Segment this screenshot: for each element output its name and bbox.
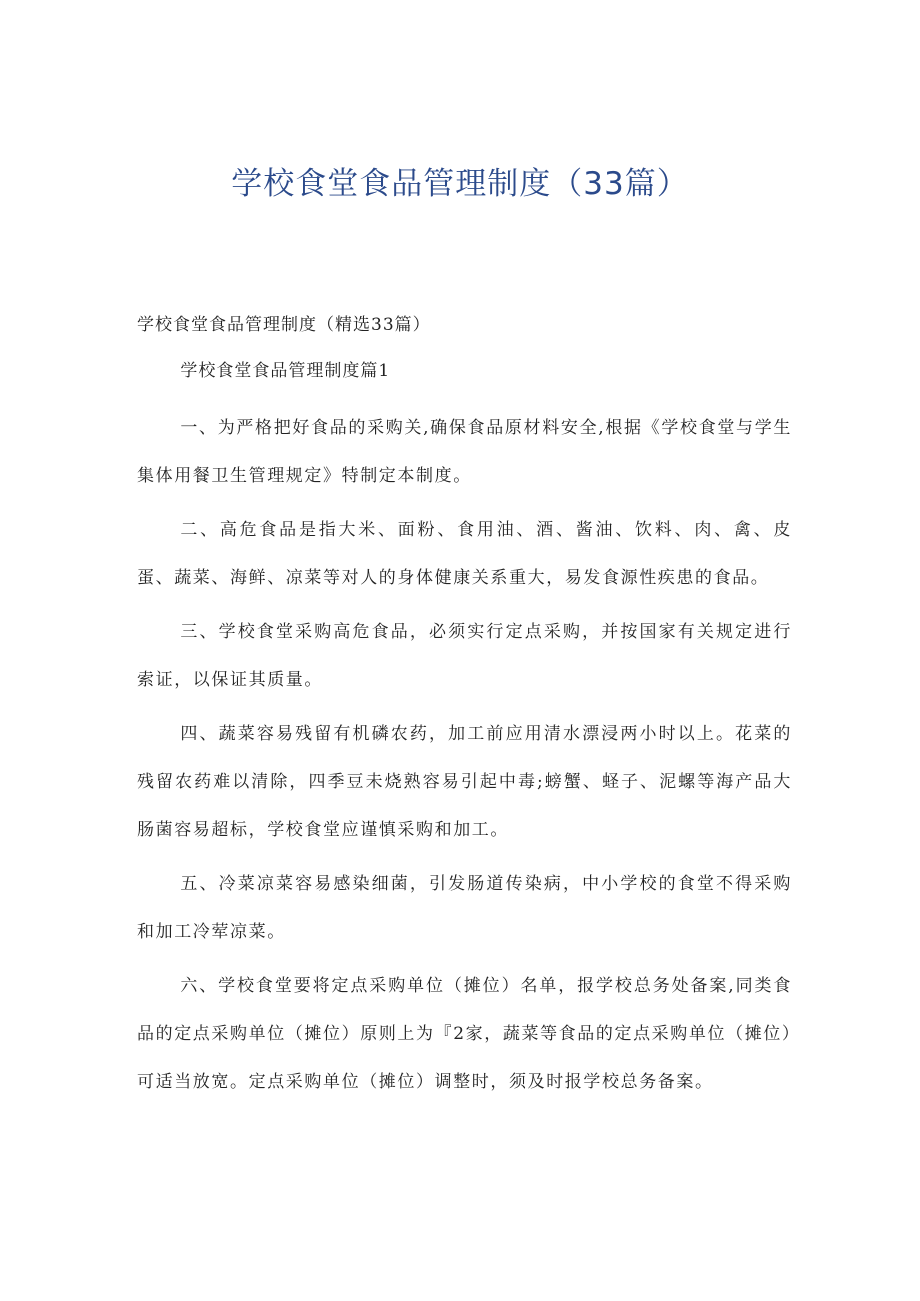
document-body	[137, 312, 792, 1106]
paragraph-2: 二、高危食品是指大米、面粉、食用油、酒、酱油、饮料、肉、禽、皮蛋、蔬菜、海鲜、凉菜等对人的身体健康关系重大，易发食源性疾患的食品。	[137, 520, 792, 588]
paragraph-6: 六、学校食堂要将定点采购单位（摊位）名单，报学校总务处备案,同类食品的定点采购单位（摊位）原则上为『2家，蔬菜等食品的定点采购单位（摊位）可适当放宽。定点采购单位（摊位）调整时，须及时报学校总务备案。	[137, 976, 792, 1092]
document-subtitle: 学校食堂食品管理制度（精选33篇）	[137, 315, 431, 335]
section-title: 学校食堂食品管理制度篇1	[180, 361, 391, 381]
paragraph-4: 四、蔬菜容易残留有机磷农药，加工前应用清水漂浸两小时以上。花菜的残留农药难以清除，四季豆未烧熟容易引起中毒;螃蟹、蛏子、泥螺等海产品大肠菌容易超标，学校食堂应谨慎采购和加工。	[137, 724, 792, 840]
paragraph-1: 一、为严格把好食品的采购关,确保食品原材料安全,根据《学校食堂与学生集体用餐卫生管理规定》特制定本制度。	[137, 418, 792, 486]
paragraph-5: 五、冷菜凉菜容易感染细菌，引发肠道传染病，中小学校的食堂不得采购和加工冷荤凉菜。	[137, 874, 792, 942]
paragraph-3: 三、学校食堂采购高危食品，必须实行定点采购，并按国家有关规定进行索证，以保证其质量。	[137, 622, 792, 690]
document-title: 学校食堂食品管理制度（33篇）	[231, 166, 689, 202]
